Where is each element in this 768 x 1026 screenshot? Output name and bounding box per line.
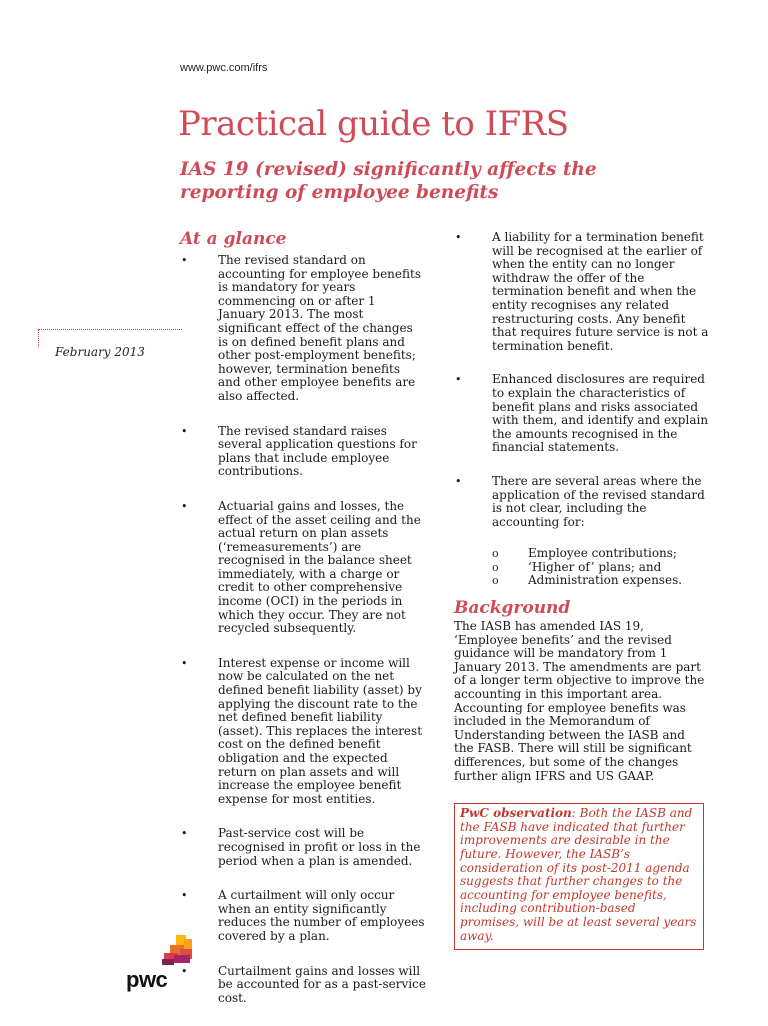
list-item: • Actuarial gains and losses, the effect of the asset ceiling and the actual return on plan assets (‘remeasurements’) are recognised in the balance sheet immediately, with a charge or credit to other comprehensive income (OCI) in the periods in which they occur. They are not recycled subsequently. (180, 500, 426, 636)
page-title: Practical guide to IFRS (178, 104, 569, 144)
at-a-glance-list (180, 254, 426, 1005)
logo-block (162, 959, 174, 965)
list-item: • Enhanced disclosures are required to explain the characteristics of benefit plans and risks associated with them, and identify and explain the amounts recognised in the financial statements. (454, 373, 712, 455)
sub-list-item: o Administration expenses. (454, 574, 712, 588)
logo-block (174, 955, 190, 963)
date-divider-tick (38, 329, 39, 347)
sub-bullet-list (454, 547, 712, 588)
publication-date: February 2013 (55, 345, 145, 359)
date-divider (38, 329, 182, 330)
pwc-observation-box (454, 803, 704, 950)
list-item: • Curtailment gains and losses will be accounted for as a past-service cost. (180, 965, 426, 1006)
list-item: • The revised standard on accounting for employee benefits is mandatory for years commencing on or after 1 January 2013. The most significant effect of the changes is on defined benefit plans and other post-employment benefits; however, termination benefits and other employee benefits are also affected. (180, 254, 426, 404)
left-column (180, 229, 426, 1026)
observation-text: : Both the IASB and the FASB have indicated that further improvements are desirable in the future. However, the IASB’s consideration of its post-2011 agenda suggests that further changes to the accounting for employee benefits, including contribution-based promises, will be at least several years away. (460, 806, 697, 943)
page-subtitle: IAS 19 (revised) significantly affects the reporting of employee benefits (180, 159, 597, 203)
list-item: • Interest expense or income will now be calculated on the net defined benefit liability (asset) by applying the discount rate to the net defined benefit liability (asset). This replaces the interest cost on the defined benefit obligation and the expected return on plan assets and will increase the employee benefit expense for most entities. (180, 657, 426, 807)
observation-lead: PwC observation (460, 806, 572, 821)
list-item: • The revised standard raises several application questions for plans that include employee contributions. (180, 425, 426, 479)
background-text: The IASB has amended IAS 19, ‘Employee benefits’ and the revised guidance will be mandatory from 1 January 2013. The amendments are part of a longer term objective to improve the accounting in this important area. Accounting for employee benefits was included in the Memorandum of Understanding between the IASB and the FASB. There will still be significant differences, but some of the changes further align IFRS and US GAAP. (454, 619, 705, 783)
at-a-glance-heading: At a glance (180, 229, 287, 249)
background-heading: Background (454, 598, 571, 619)
sub-list-item: o ‘Higher of’ plans; and (454, 561, 712, 575)
list-item: • A liability for a termination benefit will be recognised at the earlier of when the entity can no longer withdraw the offer of the termination benefit and when the entity recognises any related restructuring costs. Any benefit that requires future service is not a termination benefit. (454, 231, 712, 353)
site-url[interactable]: www.pwc.com/ifrs (180, 62, 268, 74)
sub-list-item: o Employee contributions; (454, 547, 712, 561)
list-item: • Past-service cost will be recognised in profit or loss in the period when a plan is amended. (180, 827, 426, 868)
right-column (454, 231, 712, 950)
right-bullet-list (454, 231, 712, 529)
list-item: • A curtailment will only occur when an entity significantly reduces the number of employees covered by a plan. (180, 889, 426, 943)
pwc-logo-text: pwc (126, 967, 168, 992)
list-item: • There are several areas where the application of the revised standard is not clear, including the accounting for: (454, 475, 712, 529)
